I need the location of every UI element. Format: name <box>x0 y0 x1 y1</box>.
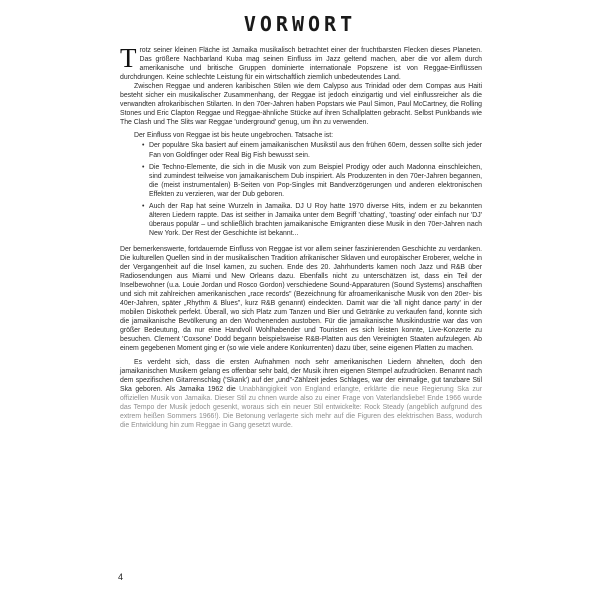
paragraph-reggae-context: Zwischen Reggae und anderen karibischen Stilen wie dem Calypso aus Trinidad oder dem Compas aus Haiti besteht sicher ein musikalischer Zusammenhang, der Reggae ist jedoch einzigartig und viel einflussreicher als die verwandten afrokaribischen Stilarten. In den 70er-Jahren haben Popstars wie Paul Simon, Paul McCartney, die Rolling Stones und Eric Clapton Reggae und Reggae-ähnliche Stücke auf ihren Schallplatten gebracht. Selbst Punkbands wie The Clash und The Slits war Reggae 'underground' genug, um ihn zu verwenden. <box>120 83 482 127</box>
paragraph-history: Der bemerkenswerte, fortdauernde Einfluss von Reggae ist vor allem seiner faszinierenden Geschichte zu verdanken. Die kulturellen Quellen sind in der musikalischen Tradition afrikanischer Sklaven und europäischer Eroberer, welche in der Vergangenheit auf die Insel kamen, zu suchen. Ende des 20. Jahrhunderts kamen noch Jazz und R&B über Radiosendungen aus Miami und New Orleans dazu. Ebenfalls nicht zu unterschätzen ist, dass ein Teil der Inselbewohner (u.a. Louie Jordan und Rosco Gordon) verschiedene Sound-Apparaturen (Sound Systems) anschafften und sich mit zahlreichen amerikanischen „race records" (Bezeichnung für afroamerikanische Musik von den 20er- bis 40er-Jahren, später „Rhythm & Blues", kurz R&B genannt) eindeckten. Damit war die 'all night dance party' in der mobilen Diskothek perfekt. Überall, wo sich Platz zum Tanzen und Bier und Getränke zu verkaufen fand, konnte sich die jamaikanische Bevölkerung an den Wochenenden austoben. Für die jamaikanische Musikindustrie war das von größer Bedeutung, da nur eine Handvoll Wohlhabender und Touristen es sich leisten konnte, Live-Konzerte zu besuchen. Clement 'Coxsone' Dodd begann beispielsweise R&B-Platten aus den Vereinigten Staaten aufzulegen. Ab einem gegebenen Moment ging er (so wie viele andere Konkurrenten) dazu über, seine eigenen Platten zu machen. <box>120 245 482 353</box>
body-text <box>120 43 482 430</box>
list-item-ska: • Der populäre Ska basiert auf einem jamaikanischen Musikstil aus den frühen 60ern, dessen sollte sich jeder Fan von Goldfinger oder Real Big Fish bewusst sein. <box>142 141 482 159</box>
list-intro-line: Der Einfluss von Reggae ist bis heute ungebrochen. Tatsache ist: <box>134 132 334 140</box>
influence-list <box>142 141 482 237</box>
list-item-techno: • Die Techno-Elemente, die sich in die Musik von zum Beispiel Prodigy oder auch Madonna einschleichen, sind zumindest teilweise von jamaikanischem Dub inspiriert. Als Produzenten in den 70er-Jahren begannen, die (meist instrumentalen) B-Seiten von Pop-Singles mit Bandverzögerungen und anderen elektronischen Effekten zu verzieren, war der Dub geboren. <box>142 163 482 199</box>
page-title: VORWORT <box>243 12 357 36</box>
paragraph-ska-origin <box>120 358 482 430</box>
paragraph-ska-faded-text: Unabhängigkeit von England erlangte, erklärte die neue Regierung Ska zur offiziellen Musik von Jamaika. Dieser Stil zu chnen wurde also zu einer Frage von Vaterlandsliebe! Ende 1966 wurde das Tempo der Musik jedoch gesenkt, woraus sich ein neuer Stil entwickelte: Rock Steady (angeblich aufgrund des extrem heißen Sommers 1966!). Die Betonung verlagerte sich mehr auf die Figuren des elektrischen Bass, wodurch die Entwicklung hin zum Reggae in Gang gesetzt wurde. <box>120 385 482 429</box>
drop-cap: T <box>120 43 137 73</box>
paragraph-ska-text: Es verdeht sich, dass die ersten Aufnahmen noch sehr amerikanischen Liedern ähnelten, doch den jamaikanischen Musikern gelang es offenbar sehr bald, der Musik ihren eigenen Stempel aufzudrücken. Benannt nach dem spezifischen Gitarrenschlag ('Skank') auf der „und"-Zählzeit jedes Schlages, war der einmalige, gut tanzbare Stil Ska geboren. Als Jamaika 1962 die <box>120 358 482 393</box>
paragraph-intro-text: rotz seiner kleinen Fläche ist Jamaika musikalisch betrachtet einer der fruchtbarsten Flecken dieses Planeten. Das größere Nachbarland Kuba mag seinen Einfluss im Jazz geltend machen, aber die vor allem durch amerikanische und britische Gruppen dominierte internationale Popszene ist von Reggae-Einflüssen durchdrungen. Keine schlechte Leistung für ein wirtschaftlich ziemlich unbedeutendes Land. <box>120 47 482 82</box>
paragraph-intro <box>120 43 482 82</box>
page-number: 4 <box>118 572 124 582</box>
list-item-rap: • Auch der Rap hat seine Wurzeln in Jamaika. DJ U Roy hatte 1970 diverse Hits, indem er zu bekannten älteren Liedern rappte. Das ist seither in Jamaika unter dem Begriff 'chatting', 'toasting' oder einfach nur 'DJ' überaus populär – und schließlich brachten jamaikanische Emigranten diese Musik in den 70er-Jahren nach New York. Der Rest der Geschichte ist bekannt... <box>142 202 482 238</box>
